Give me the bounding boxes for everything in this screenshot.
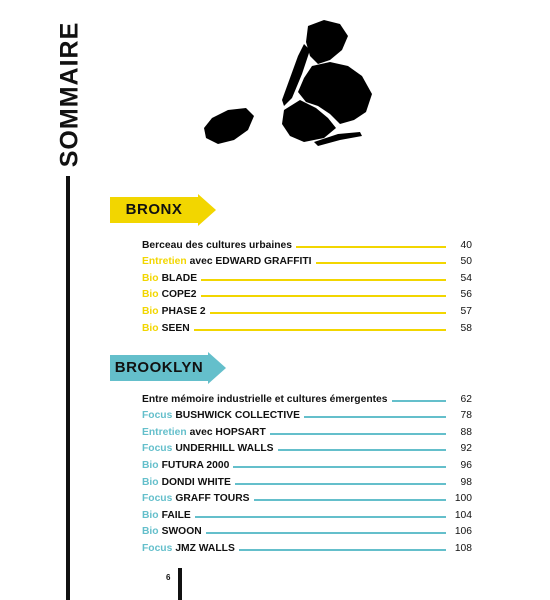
entry-title: SWOON xyxy=(161,526,202,538)
dot-leader xyxy=(278,449,446,451)
entry-prefix: Bio xyxy=(142,305,159,317)
page-number: 54 xyxy=(460,272,472,284)
vertical-rule xyxy=(66,176,70,600)
entry-title: avec EDWARD GRAFFITI xyxy=(189,256,312,268)
toc-row[interactable] xyxy=(142,421,472,438)
toc-row[interactable] xyxy=(142,284,472,301)
toc-row[interactable] xyxy=(142,454,472,471)
dot-leader xyxy=(194,329,446,331)
page-number: 104 xyxy=(454,509,472,521)
page-number: 96 xyxy=(460,459,472,471)
page-number: 62 xyxy=(460,393,472,405)
entry-label xyxy=(142,289,197,300)
entry-label xyxy=(142,410,300,421)
entry-prefix: Bio xyxy=(142,476,159,488)
page-number: 78 xyxy=(460,410,472,422)
entry-prefix: Bio xyxy=(142,272,159,284)
entry-title: Entre mémoire industrielle et cultures émergentes xyxy=(142,393,388,405)
page-number: 40 xyxy=(460,239,472,251)
dot-leader xyxy=(201,295,446,297)
toc-row[interactable] xyxy=(142,267,472,284)
entry-title: BUSHWICK COLLECTIVE xyxy=(175,410,301,422)
page-number: 108 xyxy=(454,542,472,554)
page-number: 58 xyxy=(460,322,472,334)
entry-label xyxy=(142,443,274,454)
toc-row[interactable] xyxy=(142,537,472,554)
toc-row[interactable] xyxy=(142,251,472,268)
entry-title: BLADE xyxy=(161,272,198,284)
entry-prefix: Bio xyxy=(142,459,159,471)
page-number: 56 xyxy=(460,289,472,301)
entry-label xyxy=(142,427,266,438)
toc-row[interactable] xyxy=(142,234,472,251)
dot-leader xyxy=(254,499,446,501)
entry-title: avec HOPSART xyxy=(189,426,266,438)
toc-row[interactable] xyxy=(142,438,472,455)
dot-leader xyxy=(235,483,446,485)
dot-leader xyxy=(206,532,446,534)
entry-title: GRAFF TOURS xyxy=(175,493,250,505)
page-number: 106 xyxy=(454,526,472,538)
toc-list-brooklyn xyxy=(142,388,472,554)
dot-leader xyxy=(316,262,446,264)
dot-leader xyxy=(239,549,446,551)
page-number: 92 xyxy=(460,443,472,455)
entry-prefix: Entretien xyxy=(142,256,187,268)
entry-title: JMZ WALLS xyxy=(175,542,235,554)
entry-title: COPE2 xyxy=(161,289,197,301)
entry-label xyxy=(142,256,312,267)
page-number: 57 xyxy=(460,305,472,317)
entry-title: SEEN xyxy=(161,322,190,334)
toc-list-bronx xyxy=(142,234,472,334)
entry-prefix: Entretien xyxy=(142,426,187,438)
new-york-map-icon xyxy=(190,16,380,152)
entry-prefix: Focus xyxy=(142,410,173,422)
entry-title: Berceau des cultures urbaines xyxy=(142,239,292,251)
toc-row[interactable] xyxy=(142,388,472,405)
toc-row[interactable] xyxy=(142,521,472,538)
entry-title: DONDI WHITE xyxy=(161,476,231,488)
toc-row[interactable] xyxy=(142,317,472,334)
toc-row[interactable] xyxy=(142,471,472,488)
entry-label xyxy=(142,460,229,471)
entry-title: UNDERHILL WALLS xyxy=(175,443,274,455)
entry-label xyxy=(142,510,191,521)
section-title: BRONX xyxy=(125,201,183,218)
entry-label xyxy=(142,306,206,317)
toc-row[interactable] xyxy=(142,488,472,505)
entry-title: FUTURA 2000 xyxy=(161,459,230,471)
section-title: BROOKLYN xyxy=(114,359,204,376)
page-number: 100 xyxy=(454,493,472,505)
folio-rule xyxy=(178,568,182,600)
dot-leader xyxy=(210,312,446,314)
entry-prefix: Bio xyxy=(142,526,159,538)
entry-prefix: Bio xyxy=(142,509,159,521)
entry-prefix: Focus xyxy=(142,493,173,505)
entry-title: PHASE 2 xyxy=(161,305,206,317)
entry-label xyxy=(142,477,231,488)
dot-leader xyxy=(195,516,446,518)
dot-leader xyxy=(392,400,447,402)
dot-leader xyxy=(201,279,446,281)
entry-prefix: Focus xyxy=(142,443,173,455)
toc-row[interactable] xyxy=(142,405,472,422)
page-number: 98 xyxy=(460,476,472,488)
toc-row[interactable] xyxy=(142,504,472,521)
page-number: 50 xyxy=(460,256,472,268)
dot-leader xyxy=(296,246,446,248)
dot-leader xyxy=(233,466,446,468)
entry-label xyxy=(142,493,250,504)
entry-prefix: Bio xyxy=(142,289,159,301)
entry-title: FAILE xyxy=(161,509,191,521)
page-title-vertical xyxy=(52,14,88,174)
page-folio: 6 xyxy=(166,573,171,582)
dot-leader xyxy=(270,433,446,435)
entry-label xyxy=(142,323,190,334)
entry-label xyxy=(142,273,197,284)
toc-row[interactable] xyxy=(142,300,472,317)
entry-label xyxy=(142,394,388,405)
entry-label xyxy=(142,543,235,554)
page-number: 88 xyxy=(460,426,472,438)
entry-prefix: Bio xyxy=(142,322,159,334)
entry-prefix: Focus xyxy=(142,542,173,554)
page-title: SOMMAIRE xyxy=(55,21,84,167)
dot-leader xyxy=(304,416,446,418)
entry-label xyxy=(142,526,202,537)
entry-label xyxy=(142,240,292,251)
